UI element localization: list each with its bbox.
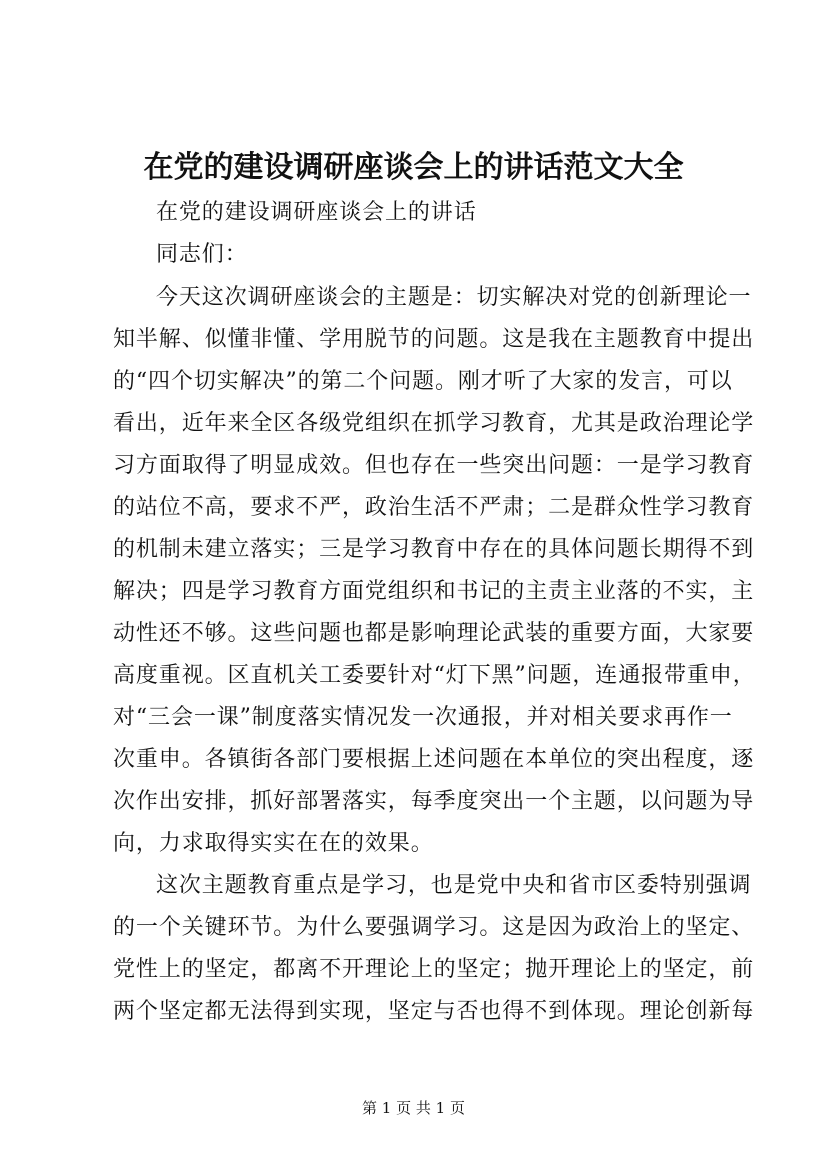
body-line: 对“三会一课”制度落实情况发一次通报，并对相关要求再作一 (113, 705, 733, 730)
body-line: 解决；四是学习教育方面党组织和书记的主责主业落的不实，主 (113, 579, 755, 604)
document-subtitle: 在党的建设调研座谈会上的讲话 (156, 200, 477, 225)
body-line: 次重申。各镇街各部门要根据上述问题在本单位的突出程度，逐 (113, 747, 755, 772)
salutation: 同志们： (156, 242, 248, 267)
body-line: 向，力求取得实实在在的效果。 (113, 831, 434, 856)
body-line: 的“四个切实解决”的第二个问题。刚才听了大家的发言，可以 (113, 369, 733, 394)
body-line: 次作出安排，抓好部署落实，每季度突出一个主题，以问题为导 (113, 789, 755, 814)
body-line: 高度重视。区直机关工委要针对“灯下黑”问题，连通报带重申， (113, 663, 756, 688)
document-title: 在党的建设调研座谈会上的讲话范文大全 (143, 150, 684, 185)
body-line: 动性还不够。这些问题也都是影响理论武装的重要方面，大家要 (113, 621, 755, 646)
body-line: 党性上的坚定，都离不开理论上的坚定；抛开理论上的坚定，前 (113, 957, 755, 982)
page-footer: 第 1 页 共 1 页 (362, 1099, 465, 1117)
body-line: 的站位不高，要求不严，政治生活不严肃；二是群众性学习教育 (113, 495, 755, 520)
body-line: 这次主题教育重点是学习，也是党中央和省市区委特别强调 (156, 873, 752, 898)
body-line: 的一个关键环节。为什么要强调学习。这是因为政治上的坚定、 (113, 915, 755, 940)
body-line: 看出，近年来全区各级党组织在抓学习教育，尤其是政治理论学 (113, 411, 755, 436)
body-line: 习方面取得了明显成效。但也存在一些突出问题：一是学习教育 (113, 453, 755, 478)
body-line: 知半解、似懂非懂、学用脱节的问题。这是我在主题教育中提出 (113, 327, 755, 352)
body-line: 两个坚定都无法得到实现，坚定与否也得不到体现。理论创新每 (113, 999, 755, 1024)
body-line: 的机制未建立落实；三是学习教育中存在的具体问题长期得不到 (113, 537, 755, 562)
body-line: 今天这次调研座谈会的主题是：切实解决对党的创新理论一 (156, 285, 752, 310)
